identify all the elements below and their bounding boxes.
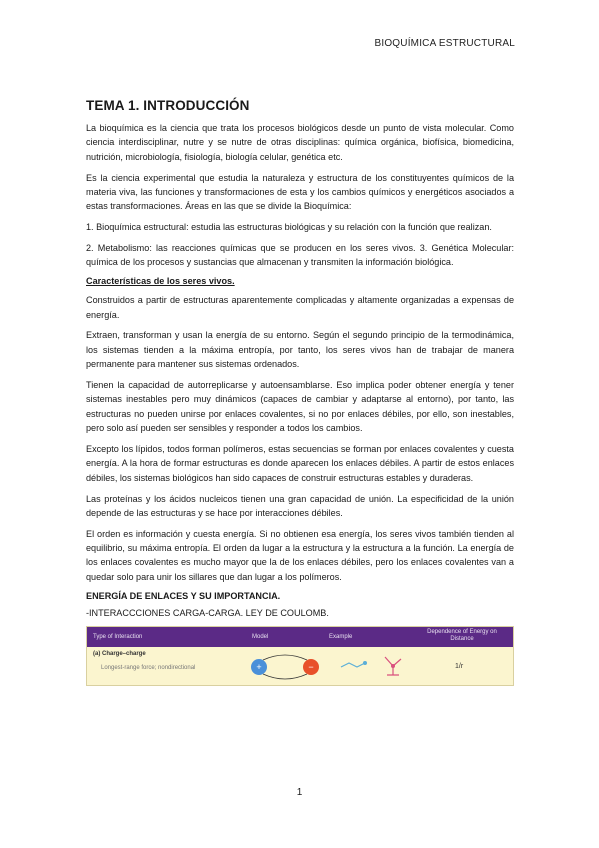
paragraph: Extraen, transforman y usan la energía de su entorno. Según el segundo principio de la termodinámica, los sistemas tienden a la máxima entropía, por tanto, los seres vivos han de trabajar de manera permanente para mantener sus sistemas ordenados. [86, 330, 514, 370]
page-number: 1 [296, 787, 303, 798]
paragraph: 1. Bioquímica estructural: estudia las estructuras biológicas y su relación con la función que realizan. [86, 222, 492, 233]
row-sublabel: Longest-range force; nondirectional [101, 664, 196, 671]
paragraph: El orden es información y cuesta energía. Si no obtienen esa energía, los seres vivos también tienden al equilibrio, su máxima entropía. El orden da lugar a la estructura y la estructura a la función. La energía de los enlaces covalentes es mucho mayor que la de los enlaces débiles, pero los enlaces covalentes van a quedar solo para unir los sillares que dan lugar a los polímeros. [86, 528, 514, 582]
paragraph: Tienen la capacidad de autorreplicarse y autoensamblarse. Eso implica poder obtener energía y tener sistemas inestables pero muy dinámicos (capaces de cambiar y adaptarse al entorno), por tanto, las estructuras no pueden unirse por enlaces covalentes, si no por enlaces débiles, por ello, son inestables, pero solo así pueden ser sensibles y responder a todos los cambios. [86, 380, 514, 434]
svg-text:+: + [256, 661, 262, 672]
paragraph: La bioquímica es la ciencia que trata los procesos biológicos desde un punto de vista molecular. Como ciencia interdisciplinar, nutre y se nutre de otras disciplinas: química orgánica, biofísica, biomedicina, nutrición, microbiología, fisiología, biología celular, genética etc. [86, 123, 514, 162]
section-subheading: -INTERACCCIONES CARGA-CARGA. LEY DE COULOMB. [86, 607, 329, 618]
document-body [86, 98, 514, 686]
section-heading: ENERGÍA DE ENLACES Y SU IMPORTANCIA. [86, 590, 281, 601]
paragraph: Las proteínas y los ácidos nucleicos tienen una gran capacidad de unión. La especificidad de la unión depende de las estructuras y se hace por interacciones débiles. [86, 493, 514, 518]
header-model: Model [252, 633, 269, 640]
paragraph: Construidos a partir de estructuras aparentemente complicadas y altamente organizadas a expensas de energía. [86, 295, 514, 320]
paragraph: Es la ciencia experimental que estudia la naturaleza y estructura de los constituyentes químicos de la materia viva, las funciones y transformaciones de esta y los cambios químicos y energéticos asociados a estas transformaciones. Áreas en las que se divide la Bioquímica: [86, 172, 514, 212]
header-type: Type of Interaction [93, 633, 143, 640]
section-heading: Características de los seres vivos. [86, 276, 235, 287]
table-row [87, 647, 513, 685]
paragraph: Excepto los lípidos, todos forman polímeros, estas secuencias se forman por enlaces covalentes y cuesta energía. A la hora de formar estructuras es donde aparecen los enlaces débiles. A partir de estos enlaces débiles, los sistemas biológicos han sido capaces de construir estructuras estables y duraderas. [86, 443, 514, 483]
example-molecule-illustration [337, 653, 407, 679]
charge-model-illustration [245, 650, 325, 682]
table-header [87, 627, 513, 647]
page-title: TEMA 1. INTRODUCCIÓN [86, 98, 250, 113]
svg-text:−: − [308, 661, 314, 672]
interaction-table [86, 626, 514, 686]
row-dependence: 1/r [455, 662, 464, 670]
header-dependence: Dependence of Energy on Distance [427, 628, 497, 643]
row-label: (a) Charge–charge [93, 650, 146, 657]
paragraph: 2. Metabolismo: las reacciones químicas que se producen en los seres vivos. 3. Genética Molecular: química de los procesos y sustancias que almacenan y transmiten la información biológica. [86, 243, 514, 268]
running-header: BIOQUÍMICA ESTRUCTURAL [374, 38, 515, 49]
header-example: Example [329, 633, 353, 640]
